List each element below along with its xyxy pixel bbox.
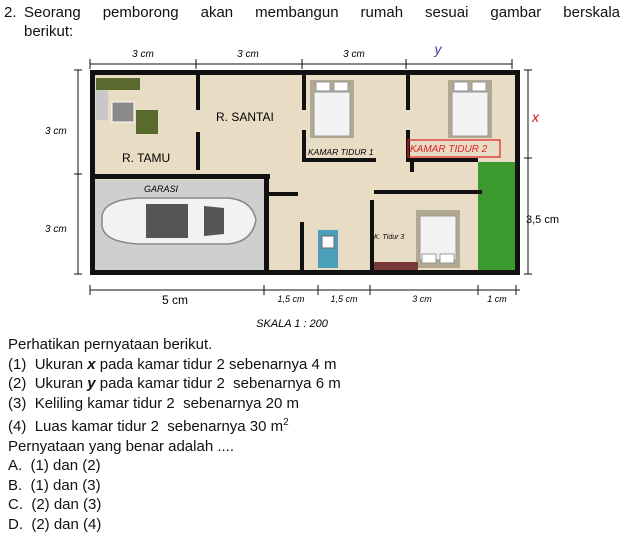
top-dimension-line — [90, 59, 512, 69]
counter-strip — [374, 262, 418, 270]
right-dim-2: 3,5 cm — [526, 214, 560, 226]
bottom-dimension-line — [90, 285, 520, 295]
bottom-dim-3: 1,5 cm — [330, 294, 358, 304]
question-text-line2: berikut: — [24, 23, 74, 40]
statement-3: (3) Keliling kamar tidur 2 sebenarnya 20 m — [8, 394, 299, 412]
right-dim-x: x — [532, 109, 539, 125]
option-c[interactable]: C. (2) dan (3) — [8, 496, 102, 513]
bed-kamar-1 — [310, 80, 354, 138]
room-label-r-tamu: R. TAMU — [122, 151, 171, 165]
room-label-kamar-tidur-3: K. Tidur 3 — [374, 234, 405, 241]
left-dim-2: 3 cm — [45, 224, 67, 235]
left-dimension-line — [74, 70, 82, 274]
top-dim-1: 3 cm — [132, 49, 154, 60]
top-dim-y: y — [434, 41, 442, 57]
bed-kamar-2 — [448, 80, 492, 138]
room-label-kamar-tidur-2: KAMAR TIDUR 2 — [410, 144, 488, 155]
bottom-dim-1: 5 cm — [161, 293, 189, 307]
option-d[interactable]: D. (2) dan (4) — [8, 515, 102, 533]
room-label-garasi: GARASI — [144, 184, 179, 194]
top-dim-2: 3 cm — [237, 49, 259, 60]
bottom-dim-4: 3 cm — [412, 294, 432, 304]
bed-kamar-3 — [416, 210, 460, 268]
floor-plan — [38, 40, 588, 332]
grass-area — [478, 162, 516, 272]
intro-text: Perhatikan pernyataan berikut. — [8, 336, 213, 353]
bottom-dim-5: 1 cm — [487, 294, 507, 304]
statement-4: (4) Luas kamar tidur 2 sebenarnya 30 $m^2$ — [8, 417, 289, 435]
left-dim-1: 3 cm — [45, 126, 67, 137]
prompt-text: Pernyataan yang benar adalah .... — [8, 437, 234, 455]
room-label-kamar-tidur-1: KAMAR TIDUR 1 — [308, 147, 374, 157]
top-dim-3: 3 cm — [343, 49, 365, 60]
bottom-dim-2: 1,5 cm — [277, 294, 305, 304]
question-text-line1: Seorang pemborong akan membangun rumah sesuai gambar berskala — [24, 4, 620, 21]
toilet-icon — [322, 236, 334, 248]
statements-block — [8, 335, 341, 534]
question-number: 2. — [4, 4, 17, 21]
scale-label: SKALA 1 : 200 — [256, 318, 328, 330]
option-a[interactable]: A. (1) dan (2) — [8, 457, 101, 474]
statement-2: (2) Ukuran y pada kamar tidur 2 sebenarnya 6 m — [8, 375, 341, 392]
room-label-r-santai: R. SANTAI — [216, 110, 274, 124]
car-in-garage — [102, 198, 256, 244]
option-b[interactable]: B. (1) dan (3) — [8, 476, 101, 494]
statement-1: (1) Ukuran x pada kamar tidur 2 sebenarnya 4 m — [8, 355, 337, 373]
right-dimension-line — [524, 70, 532, 274]
